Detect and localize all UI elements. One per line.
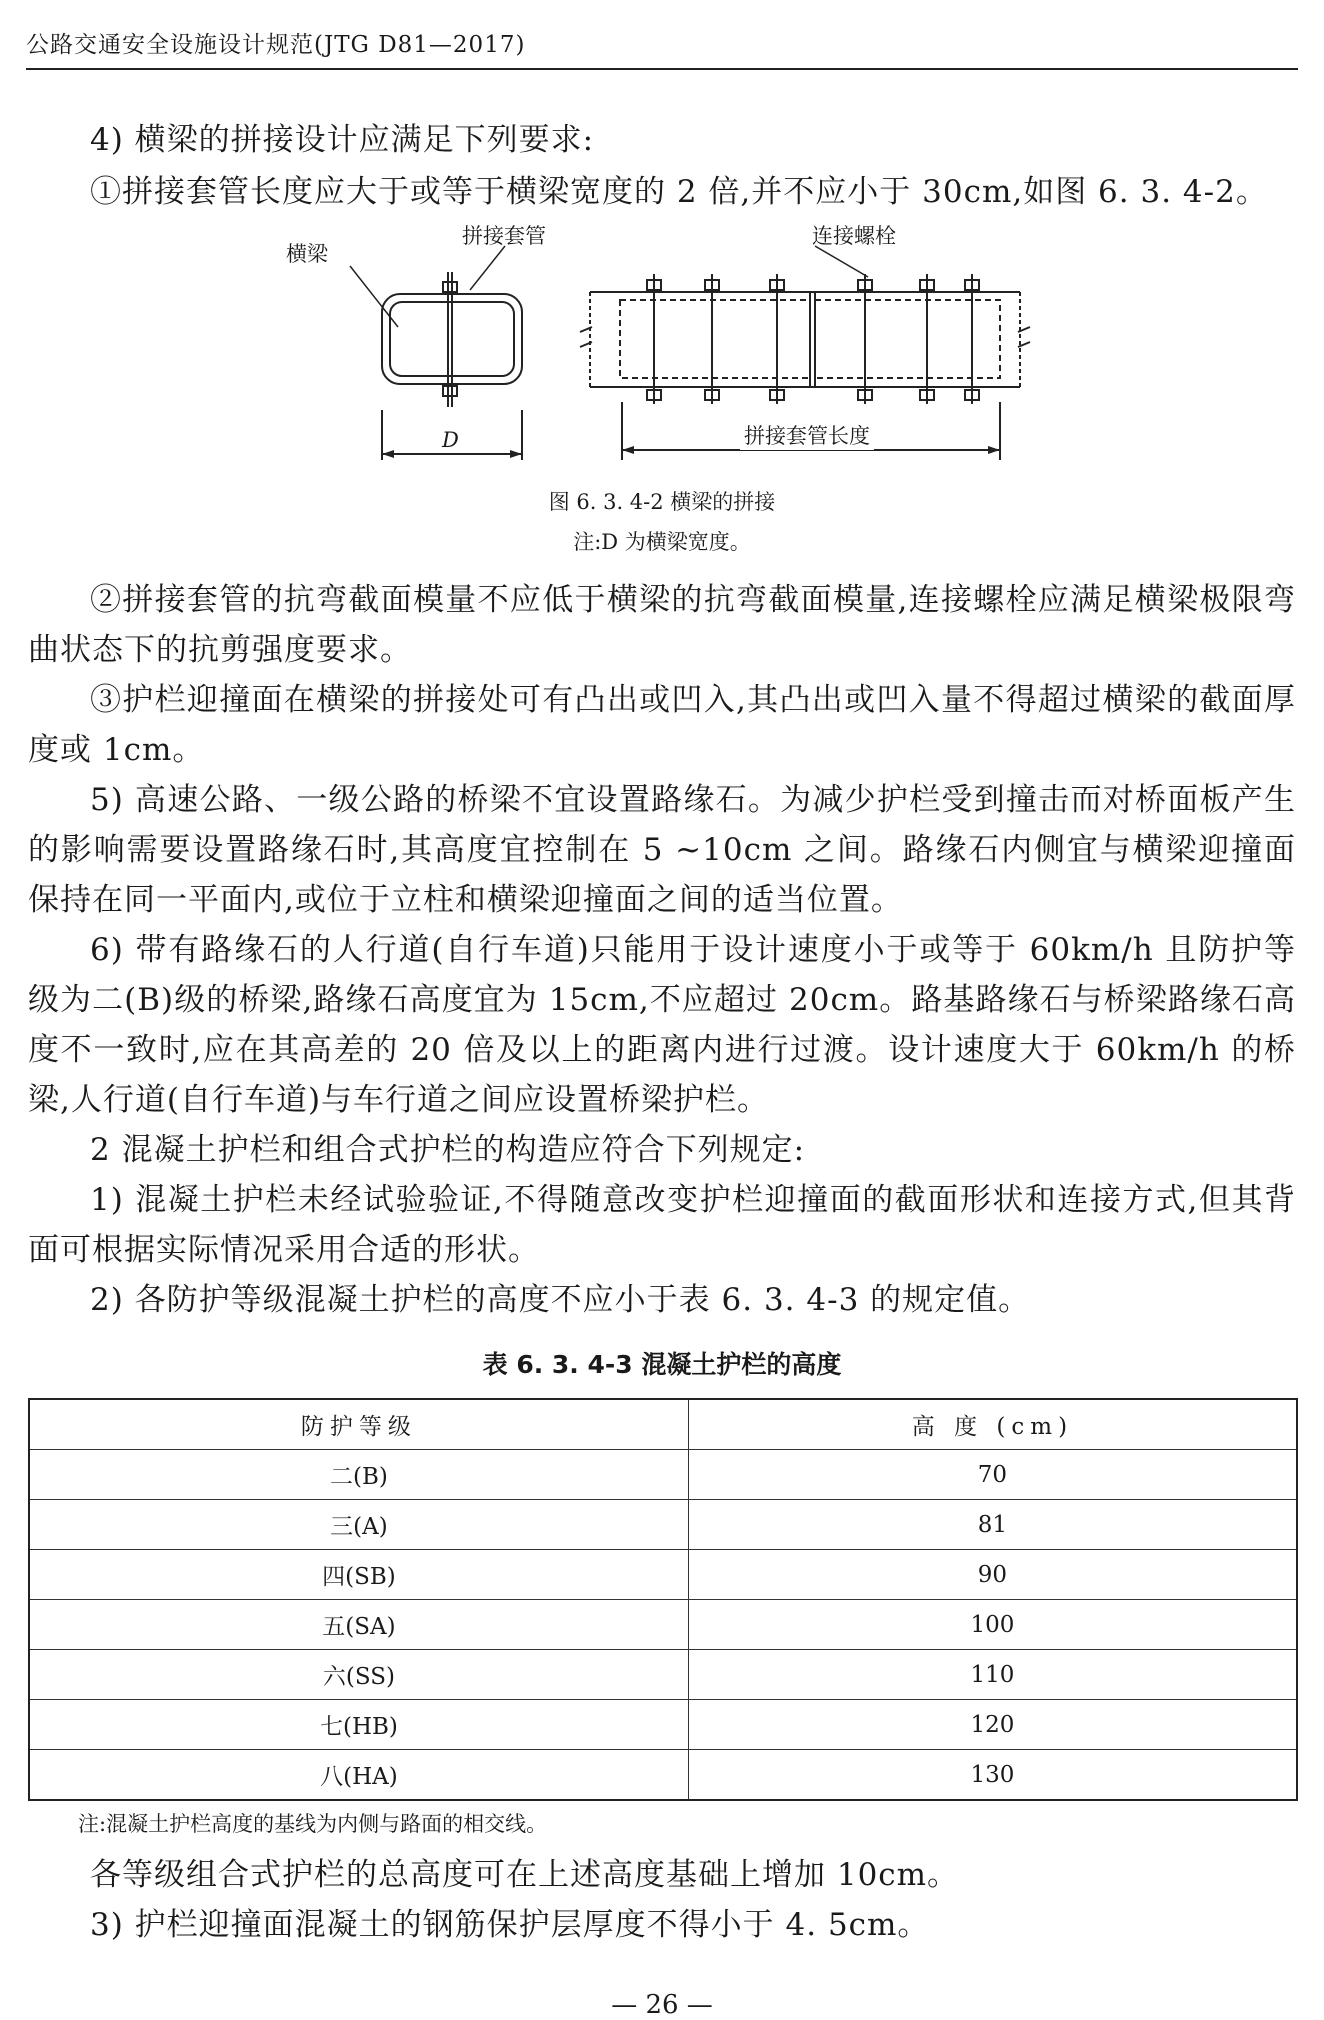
grade-cell: 八(HA) — [29, 1750, 688, 1801]
paragraph-composite-height: 各等级组合式护栏的总高度可在上述高度基础上增加 10cm。 — [90, 1857, 960, 1893]
table-title: 表 6. 3. 4-3 混凝土护栏的高度 — [482, 1350, 842, 1379]
bolt-5 — [920, 274, 934, 404]
figure-note: 注:D 为横梁宽度。 — [573, 530, 751, 554]
bolt-3 — [770, 274, 784, 404]
table-row — [29, 1600, 1297, 1650]
label-sleeve: 拼接套管 — [462, 224, 546, 248]
figure-caption: 图 6. 3. 4-2 横梁的拼接 — [548, 490, 776, 514]
figure-beam-splice — [280, 224, 1060, 467]
table-note: 注:混凝土护栏高度的基线为内侧与路面的相交线。 — [78, 1812, 548, 1836]
table-row — [29, 1500, 1297, 1550]
grade-cell: 六(SS) — [29, 1650, 688, 1700]
grade-cell: 二(B) — [29, 1450, 688, 1500]
bolt-1 — [647, 274, 661, 404]
running-header: 公路交通安全设施设计规范(JTG D81—2017) — [26, 32, 526, 58]
paragraph-item-5: 5) 高速公路、一级公路的桥梁不宜设置路缘石。为减少护栏受到撞击而对桥面板产生的影响需要设置路缘石时,其高度宜控制在 5 ~10cm 之间。路缘石内侧宜与横梁迎撞面保持在同一平面内,或位于立柱和横梁迎撞面之间的适当位置。 — [28, 782, 1296, 918]
table-row — [29, 1700, 1297, 1750]
table-row — [29, 1550, 1297, 1600]
label-bolt: 连接螺栓 — [812, 224, 896, 248]
page-number: — 26 — — [611, 1990, 713, 2020]
grade-cell: 五(SA) — [29, 1600, 688, 1650]
header-rule — [26, 68, 1298, 70]
height-cell: 81 — [688, 1500, 1297, 1550]
height-cell: 130 — [688, 1750, 1297, 1801]
bolt-4 — [858, 274, 872, 404]
paragraph-section-2-2: 2) 各防护等级混凝土护栏的高度不应小于表 6. 3. 4-3 的规定值。 — [90, 1282, 1031, 1318]
grade-cell: 四(SB) — [29, 1550, 688, 1600]
beam-splice-diagram — [280, 232, 1060, 467]
header-grade: 防护等级 — [29, 1399, 688, 1450]
paragraph-section-2-3: 3) 护栏迎撞面混凝土的钢筋保护层厚度不得小于 4. 5cm。 — [90, 1907, 930, 1943]
label-beam: 横梁 — [286, 242, 328, 266]
paragraph-item-4-3: ③护栏迎撞面在横梁的拼接处可有凸出或凹入,其凸出或凹入量不得超过横梁的截面厚度或 1cm。 — [28, 682, 1296, 768]
table-row — [29, 1750, 1297, 1801]
leader-sleeve — [470, 246, 505, 290]
paragraph-item-4: 4) 横梁的拼接设计应满足下列要求: — [90, 122, 595, 158]
barrier-height-table — [28, 1398, 1298, 1801]
sleeve-left — [620, 300, 810, 378]
label-d: D — [442, 428, 459, 452]
paragraph-item-4-2: ②拼接套管的抗弯截面模量不应低于横梁的抗弯截面模量,连接螺栓应满足横梁极限弯曲状态下的抗剪强度要求。 — [28, 582, 1296, 668]
paragraph-section-2-1: 1) 混凝土护栏未经试验验证,不得随意改变护栏迎撞面的截面形状和连接方式,但其背面可根据实际情况采用合适的形状。 — [28, 1182, 1296, 1268]
table-row — [29, 1450, 1297, 1500]
paragraph-item-4-1: ①拼接套管长度应大于或等于横梁宽度的 2 倍,并不应小于 30cm,如图 6. 3. 4-2。 — [90, 174, 1268, 210]
height-cell: 70 — [688, 1450, 1297, 1500]
header-height: 高 度 (cm) — [688, 1399, 1297, 1450]
leader-bolt — [815, 246, 868, 277]
grade-cell: 三(A) — [29, 1500, 688, 1550]
grade-cell: 七(HB) — [29, 1700, 688, 1750]
bolt-6 — [965, 274, 979, 404]
height-cell: 110 — [688, 1650, 1297, 1700]
bolt-2 — [705, 274, 719, 404]
label-sleeve-length: 拼接套管长度 — [740, 420, 874, 450]
paragraph-item-6: 6) 带有路缘石的人行道(自行车道)只能用于设计速度小于或等于 60km/h 且防护等级为二(B)级的桥梁,路缘石高度宜为 15cm,不应超过 20cm。路基路缘石与桥梁路缘石高度不一致时,应在其高差的 20 倍及以上的距离内进行过渡。设计速度大于 60km/h 的桥梁,人行道(自行车道)与车行道之间应设置桥梁护栏。 — [28, 932, 1296, 1118]
height-cell: 100 — [688, 1600, 1297, 1650]
height-cell: 90 — [688, 1550, 1297, 1600]
height-cell: 120 — [688, 1700, 1297, 1750]
paragraph-section-2: 2 混凝土护栏和组合式护栏的构造应符合下列规定: — [90, 1132, 806, 1168]
table-header-row — [29, 1399, 1297, 1450]
table-row — [29, 1650, 1297, 1700]
